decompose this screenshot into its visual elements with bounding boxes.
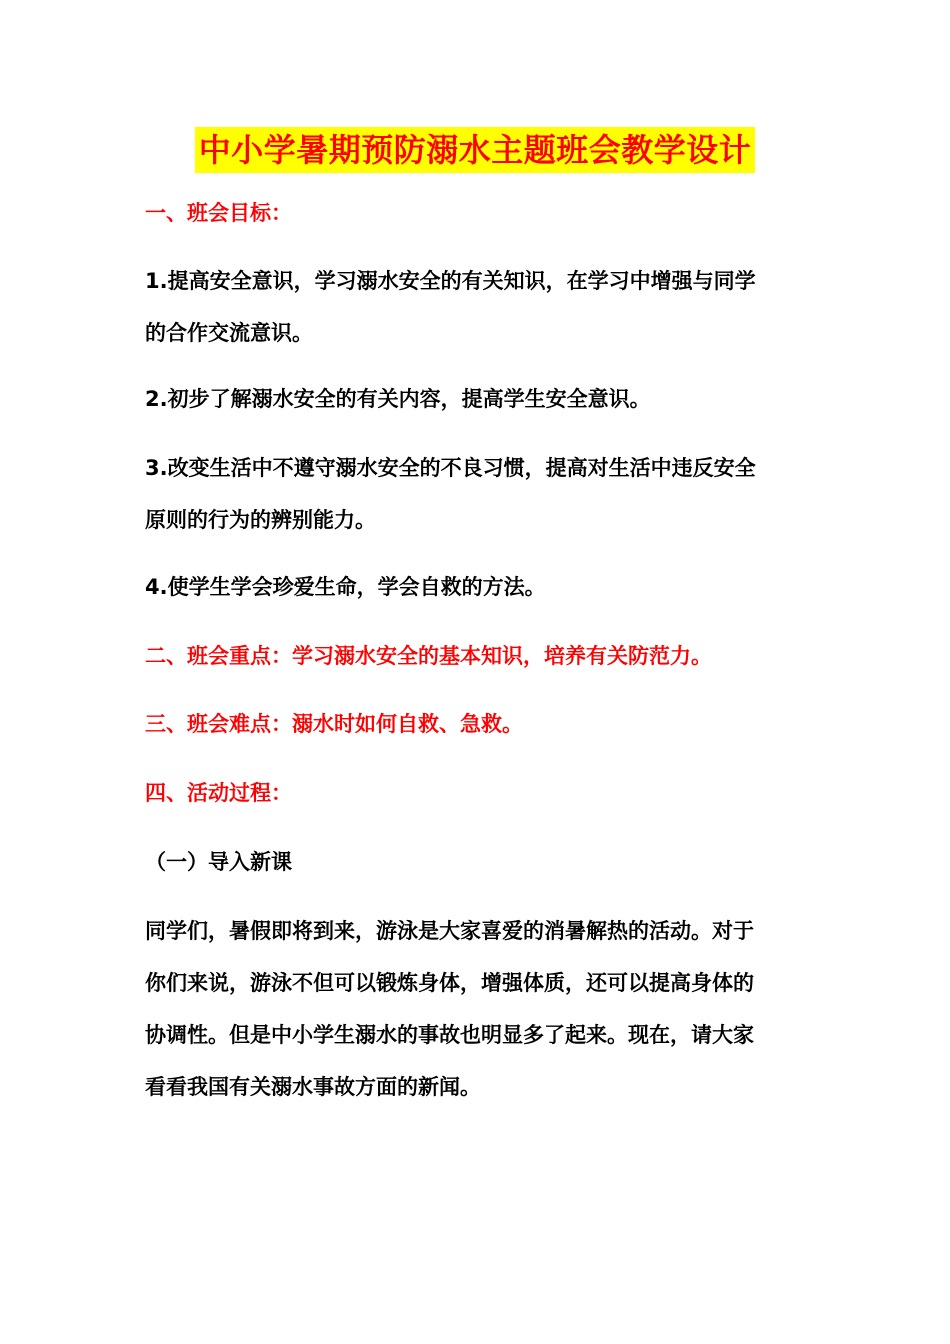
goal-item-1-line-2: 的合作交流意识。 <box>145 321 313 345</box>
intro-line-3: 协调性。但是中小学生溺水的事故也明显多了起来。现在，请大家 <box>145 1023 754 1047</box>
intro-paragraph <box>145 905 810 1113</box>
goal-item-3 <box>145 442 810 546</box>
section-heading-process: 四、活动过程： <box>145 781 292 805</box>
goal-item-3-line-1: 3.改变生活中不遵守溺水安全的不良习惯，提高对生活中违反安全 <box>145 456 756 480</box>
goal-item-1 <box>145 255 810 359</box>
subsection-heading-intro: （一）导入新课 <box>145 850 292 874</box>
goal-item-1-line-1: 1.提高安全意识，学习溺水安全的有关知识，在学习中增强与同学 <box>145 269 756 293</box>
document-title: 中小学暑期预防溺水主题班会教学设计 <box>195 127 756 173</box>
section-key-points: 二、班会重点：学习溺水安全的基本知识，培养有关防范力。 <box>145 644 712 668</box>
goal-item-4-line-1: 4.使学生学会珍爱生命，学会自救的方法。 <box>145 575 546 599</box>
section-heading-goals: 一、班会目标： <box>145 201 292 225</box>
goal-item-2 <box>145 373 810 425</box>
goal-item-2-line-1: 2.初步了解溺水安全的有关内容，提高学生安全意识。 <box>145 387 651 411</box>
intro-line-2: 你们来说，游泳不但可以锻炼身体，增强体质，还可以提高身体的 <box>145 971 754 995</box>
goal-item-3-line-2: 原则的行为的辨别能力。 <box>145 508 376 532</box>
title-wrapper <box>0 127 950 173</box>
section-difficulties: 三、班会难点：溺水时如何自救、急救。 <box>145 712 523 736</box>
intro-line-4: 看看我国有关溺水事故方面的新闻。 <box>145 1075 481 1099</box>
goal-item-4 <box>145 561 810 613</box>
intro-line-1: 同学们，暑假即将到来，游泳是大家喜爱的消暑解热的活动。对于 <box>145 919 754 943</box>
